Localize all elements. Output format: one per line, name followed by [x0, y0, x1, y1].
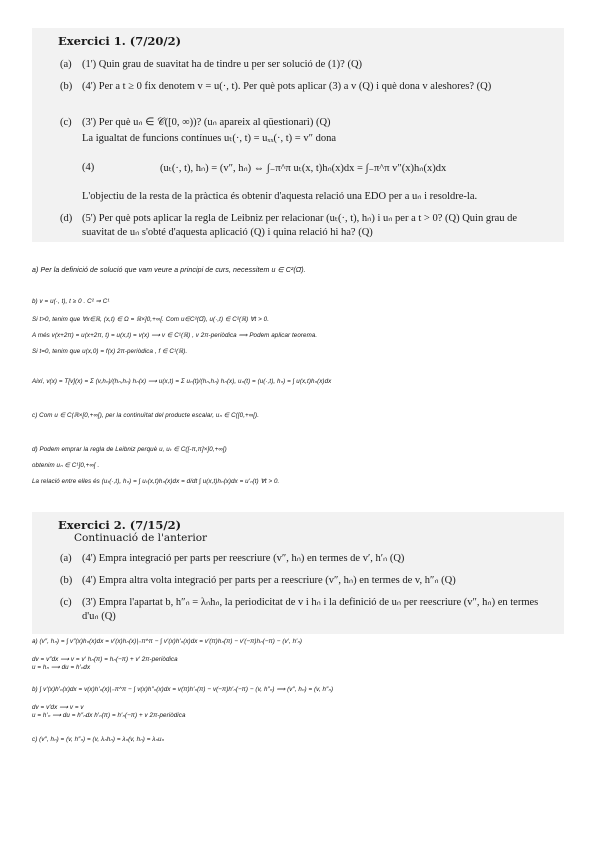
handwritten-line: c) (v″, hₙ) = (v, h″ₙ) = (v, λₙhₙ) = λₙ(v, hₙ) = λₙuₙ	[32, 736, 165, 743]
item-label: (c)	[60, 597, 72, 608]
exercise-2-item-b	[60, 574, 544, 588]
handwritten-line: Així, v(x) = T[v](x) = Σ (v,hₙ)/(hₙ,hₙ) hₙ(x) ⟶ u(x,t) = Σ uₙ(t)/(hₙ,hₙ) hₙ(x), uₙ(t) = (u(·,t), hₙ) = ∫ u(x,t)hₙ(x)dx	[32, 378, 332, 385]
equation-label: (4)	[82, 162, 95, 173]
handwritten-line: u = h′ₙ ⟶ du = h″ₙdx h′ₙ(π) = h′ₙ(−π) + v 2π-periòdica	[32, 712, 186, 719]
item-text: (3') Per què uₙ ∈ 𝒞([0, ∞))? (uₙ apareix al qüestionari) (Q)	[82, 117, 331, 128]
item-text: (4') Per a t ≥ 0 fix denotem v = u(·, t). Per què pots aplicar (3) a v (Q) i què dona v aleshores? (Q)	[82, 81, 492, 92]
exercise-2-panel	[32, 512, 564, 634]
handwritten-line: u = hₙ ⟶ du = h′ₙdx	[32, 664, 91, 671]
handwritten-line: dv = v″dx ⟶ v = v′ hₙ(π) = hₙ(−π) + v′ 2π-periòdica	[32, 656, 178, 663]
item-label: (a)	[60, 59, 72, 70]
handwritten-line: b) ∫ v′(x)h′ₙ(x)dx = v(x)h′ₙ(x)|₋π^π − ∫ v(x)h″ₙ(x)dx = v(π)h′ₙ(π) − v(−π)h′ₙ(−π) − (v, h″ₙ) ⟹ (v″, hₙ) = (v, h″ₙ)	[32, 686, 334, 693]
handwritten-line: Si t>0, tenim que ∀x∈ℝ, (x,t) ∈ Ω = ℝ×]0,+∞[. Com u∈C²(Ω̄), u(·,t) ∈ C²(ℝ) ∀t > 0.	[32, 316, 270, 323]
item-label: (c)	[60, 117, 72, 128]
handwritten-line: obtenim uₙ ∈ C¹]0,+∞[ .	[32, 462, 100, 469]
exercise-2-subtitle: Continuació de l'anterior	[74, 532, 208, 544]
handwritten-line: d) Podem emprar la regla de Leibniz perquè u, uₜ ∈ C([-π,π]×]0,+∞[)	[32, 446, 227, 453]
handwritten-line: A més v(x+2π) = u(x+2π, t) = u(x,t) = v(x) ⟶ v ∈ C¹(ℝ) , v 2π-periòdica ⟹ Podem aplicar teorema.	[32, 332, 318, 339]
exercise-1-title: Exercici 1. (7/20/2)	[58, 34, 182, 48]
item-text: (5') Per què pots aplicar la regla de Leibniz per relacionar (uₜ(·, t), hₙ) i uₙ per a t > 0? (Q) Quin grau de suavitat de uₙ s'obté d'aquesta aplicació (Q) i quina relació hi ha? (Q)	[82, 213, 518, 238]
handwritten-line: a) Per la definició de solució que vam veure a principi de curs, necessitem u ∈ C²(Ω̄).	[32, 267, 306, 274]
item-text: (4') Empra integració per parts per reescriure (v″, hₙ) en termes de v′, h′ₙ (Q)	[82, 553, 405, 564]
exercise-1-item-a	[60, 58, 544, 72]
exercise-2-title: Exercici 2. (7/15/2)	[58, 518, 182, 532]
handwritten-line: dv = v′dx ⟶ v = v	[32, 704, 84, 711]
item-label: (a)	[60, 553, 72, 564]
exercise-2-item-c	[60, 596, 544, 624]
exercise-1-item-b	[60, 80, 544, 94]
handwritten-line: c) Com u ∈ C(ℝ×[0,+∞[), per la continuïtat del producte escalar, uₙ ∈ C([0,+∞[).	[32, 412, 260, 419]
exercise-1-item-c	[60, 116, 544, 130]
item-label: (d)	[60, 213, 73, 224]
item-text: (4') Empra altra volta integració per parts per a reescriure (v″, hₙ) en termes de v, h″ₙ (Q)	[82, 575, 456, 586]
exercise-1-panel	[32, 28, 564, 242]
item-label: (b)	[60, 575, 73, 586]
equation-4: (uₜ(·, t), hₙ) = (v″, hₙ) ⇔ ∫₋π^π uₜ(x, t)hₙ(x)dx = ∫₋π^π v″(x)hₙ(x)dx	[160, 163, 447, 174]
exercise-2-item-a	[60, 552, 544, 566]
item-text: (1') Quin grau de suavitat ha de tindre u per ser solució de (1)? (Q)	[82, 59, 363, 70]
handwritten-line: b) v = u(·, t), t ≥ 0 . C² ⇒ C¹	[32, 298, 110, 305]
item-label: (b)	[60, 81, 73, 92]
exercise-1-c-line3: L'objectiu de la resta de la pràctica és obtenir d'aquesta relació una EDO per a uₙ i resoldre-la.	[82, 191, 478, 202]
handwritten-line: Si t=0, tenim que u(x,0) = f(x) 2π-periòdica , f ∈ C¹(ℝ).	[32, 348, 188, 355]
exercise-1-item-d	[60, 212, 544, 240]
item-text: (3') Empra l'apartat b, h″ₙ = λₙhₙ, la periodicitat de v i hₙ i la definició de uₙ per reescriure (v″, hₙ) en termes d'uₙ (Q)	[82, 597, 539, 622]
exercise-1-c-line2: La igualtat de funcions contínues uₜ(·, t) = uₓₓ(·, t) = v″ dona	[82, 133, 337, 144]
handwritten-line: La relació entre elles és (uₜ(·,t), hₙ) = ∫ uₜ(x,t)hₙ(x)dx = d/dt ∫ u(x,t)hₙ(x)dx = u'ₙ(t) ∀t > 0.	[32, 478, 280, 485]
handwritten-line: a) (v″, hₙ) = ∫ v″(x)hₙ(x)dx = v′(x)hₙ(x)|₋π^π − ∫ v′(x)h′ₙ(x)dx = v′(π)hₙ(π) − v′(−π)hₙ(−π) − (v′, h′ₙ)	[32, 638, 303, 645]
